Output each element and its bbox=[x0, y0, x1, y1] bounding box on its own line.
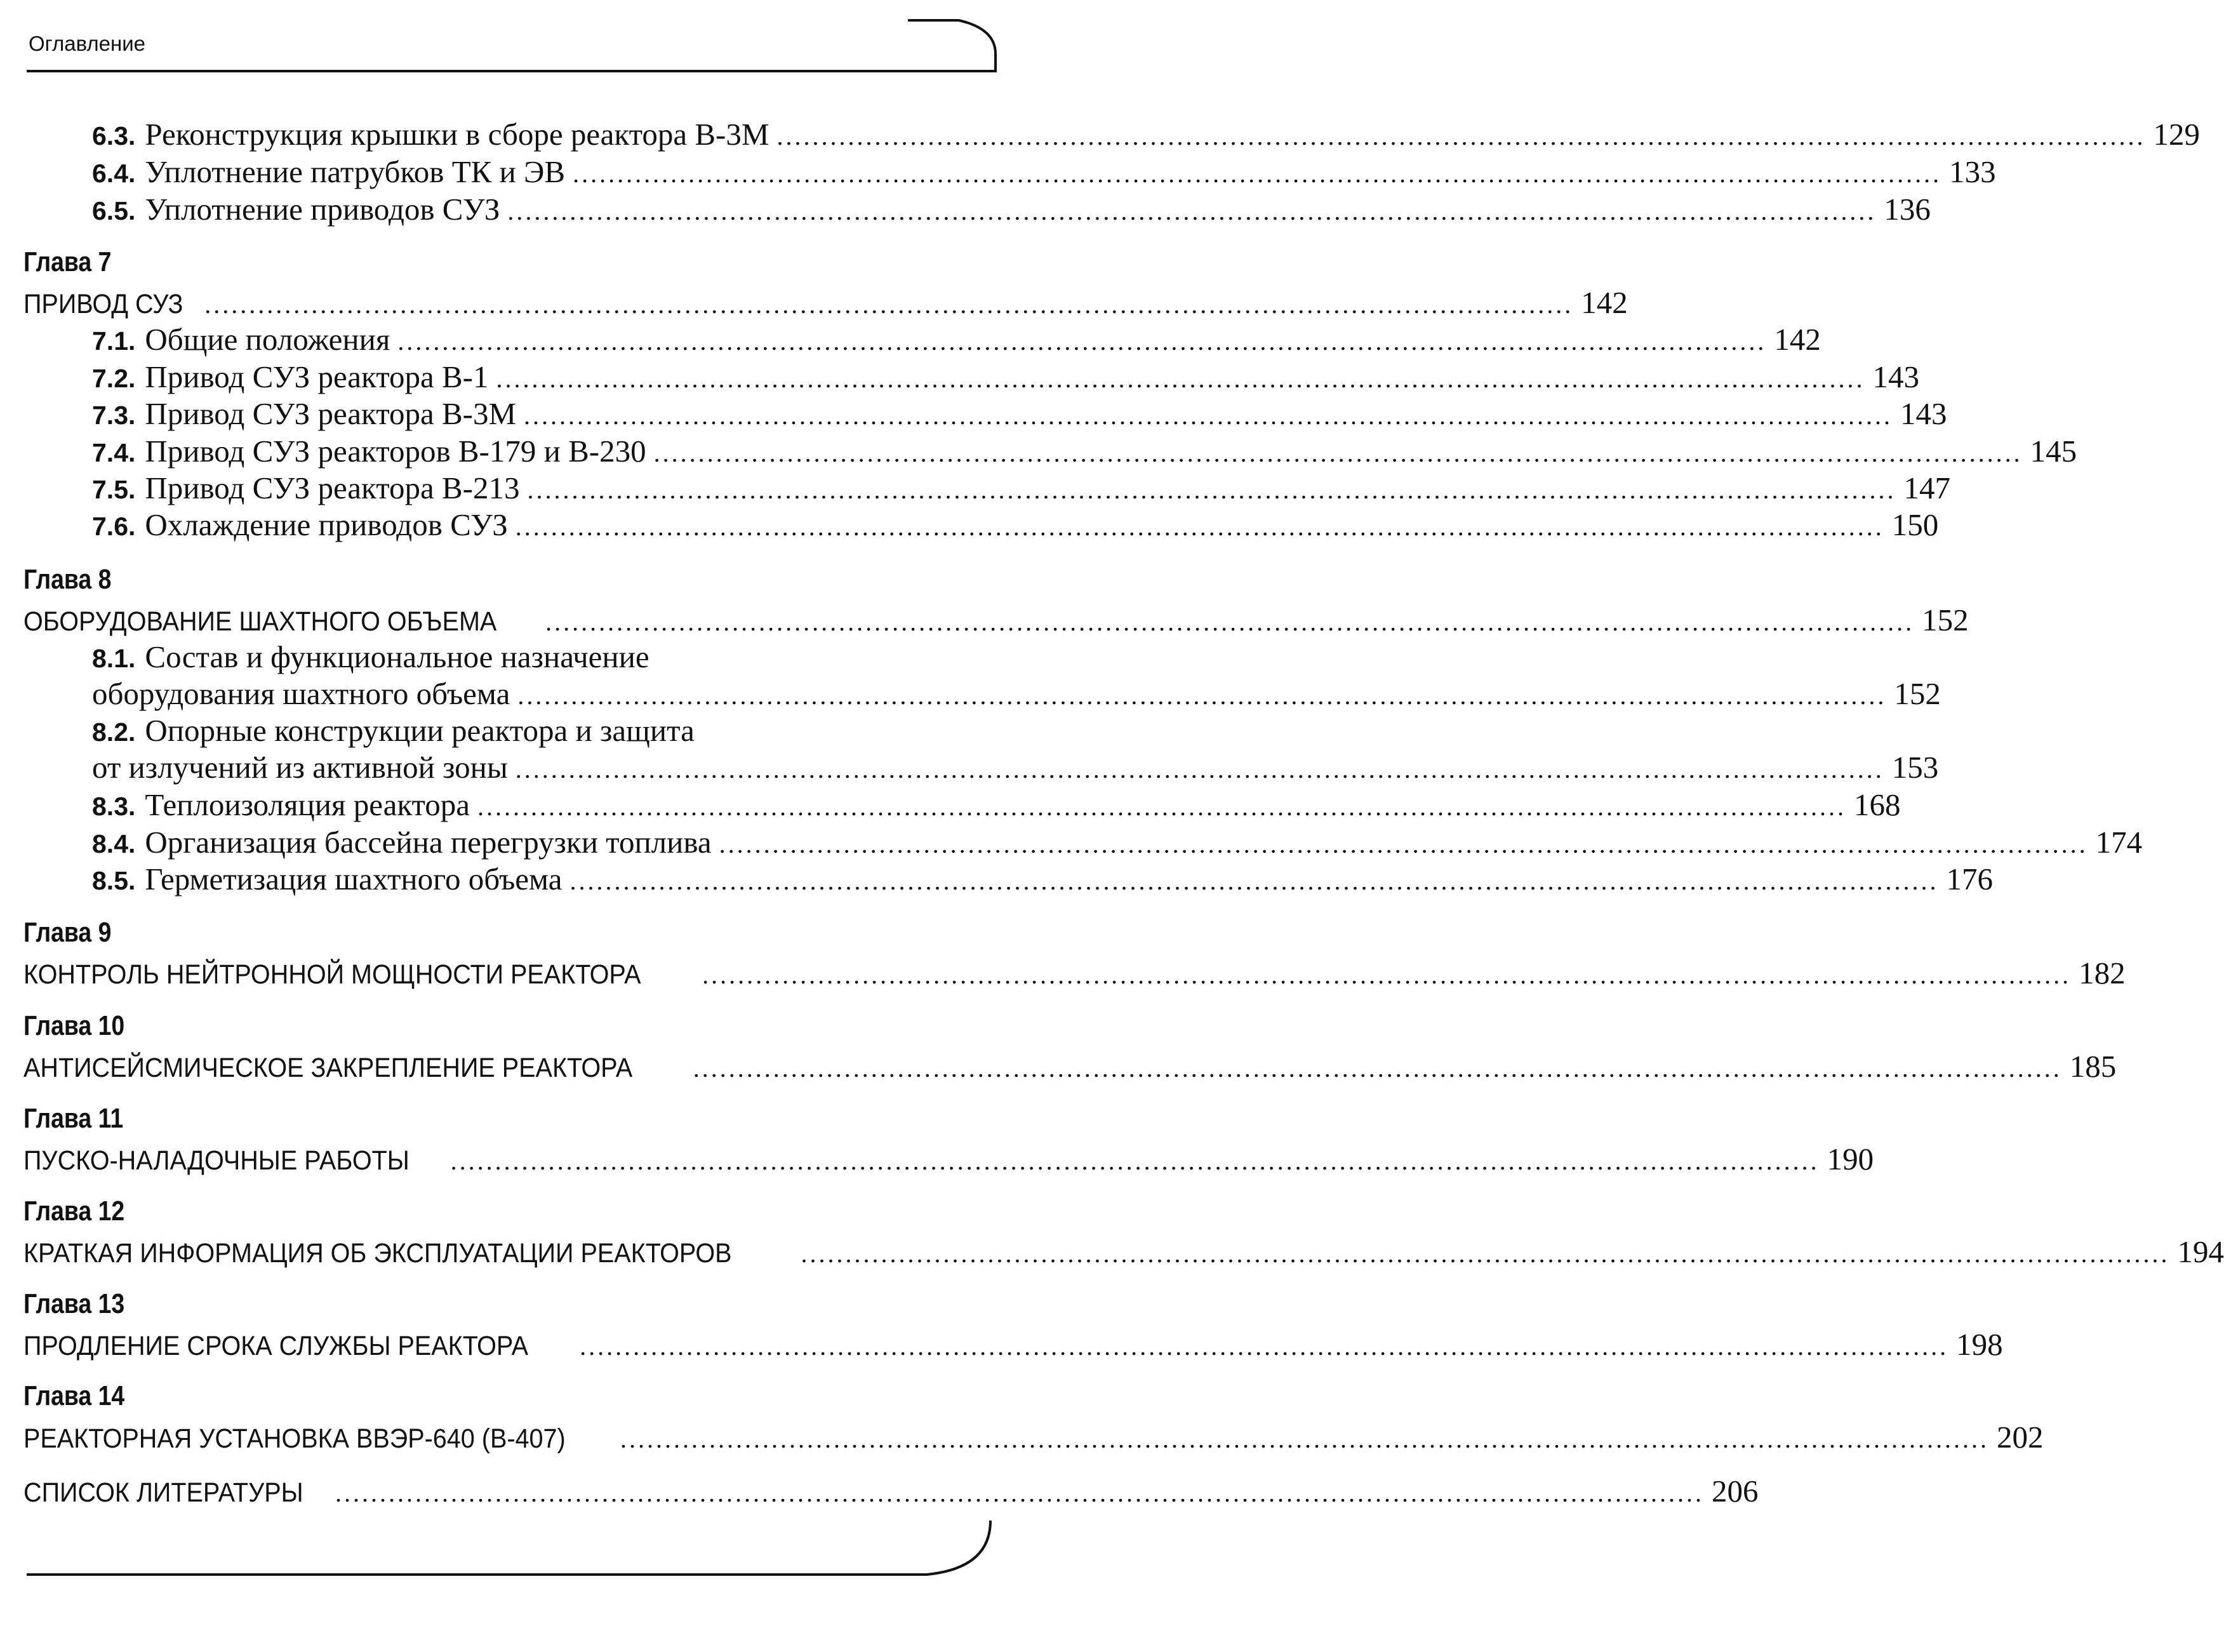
leader-dots: .......................................................................................................................................................... bbox=[620, 1425, 1989, 1453]
leader-dots: .......................................................................................................................................................... bbox=[515, 512, 1884, 541]
section-number: 7.4. bbox=[92, 438, 136, 467]
leader-dots: .......................................................................................................................................................... bbox=[573, 159, 1942, 188]
page-number: 153 bbox=[1891, 750, 1939, 785]
toc-entry[interactable] bbox=[92, 359, 1919, 397]
page-number: 145 bbox=[2030, 434, 2077, 469]
chapter-entry[interactable] bbox=[23, 1419, 2044, 1457]
section-number: 7.5. bbox=[92, 475, 136, 504]
page-number: 185 bbox=[2069, 1049, 2117, 1084]
section-number: 7.3. bbox=[92, 401, 136, 430]
section-title: Реконструкция крышки в сборе реактора В-3М bbox=[145, 117, 769, 152]
leader-dots: .......................................................................................................................................................... bbox=[693, 1054, 2062, 1082]
leader-dots: .......................................................................................................................................................... bbox=[580, 1332, 1949, 1361]
section-title: Привод СУЗ реактора В-213 bbox=[145, 470, 520, 505]
chapter-title: ПРОДЛЕНИЕ СРОКА СЛУЖБЫ РЕАКТОРА bbox=[23, 1331, 528, 1361]
page-number: 202 bbox=[1996, 1420, 2044, 1455]
chapter-title: КРАТКАЯ ИНФОРМАЦИЯ ОБ ЭКСПЛУАТАЦИИ РЕАКТОРОВ bbox=[23, 1238, 732, 1269]
section-number: 8.1. bbox=[92, 644, 136, 673]
leader-dots: .......................................................................................................................................................... bbox=[801, 1239, 2170, 1268]
chapter-label: Глава 9 bbox=[23, 917, 112, 948]
chapter-entry[interactable] bbox=[23, 1326, 2003, 1364]
chapter-entry[interactable] bbox=[23, 1048, 2117, 1086]
toc-entry[interactable] bbox=[92, 787, 1901, 825]
leader-dots: .......................................................................................................................................................... bbox=[204, 290, 1574, 319]
page-number: 143 bbox=[1872, 359, 1919, 394]
toc-entry[interactable] bbox=[92, 470, 1950, 508]
leader-dots: .......................................................................................................................................................... bbox=[507, 197, 1877, 225]
page-number: 190 bbox=[1827, 1142, 1874, 1176]
page-number: 168 bbox=[1854, 787, 1901, 822]
section-title: Герметизация шахтного объема bbox=[145, 862, 563, 896]
section-number: 7.6. bbox=[92, 512, 136, 541]
toc-entry-first-line[interactable] bbox=[92, 712, 990, 750]
section-title: Опорные конструкции реактора и защита bbox=[145, 713, 695, 748]
section-title: Охлаждение приводов СУЗ bbox=[145, 507, 508, 542]
section-title: Состав и функциональное назначение bbox=[145, 639, 649, 674]
chapter-title: РЕАКТОРНАЯ УСТАНОВКА ВВЭР-640 (В-407) bbox=[23, 1423, 566, 1454]
section-title: Теплоизоляция реактора bbox=[145, 787, 470, 822]
toc-entry[interactable] bbox=[92, 154, 1996, 192]
chapter-label: Глава 14 bbox=[23, 1380, 125, 1411]
page-number: 136 bbox=[1884, 192, 1931, 227]
leader-dots: .......................................................................................................................................................... bbox=[450, 1147, 1820, 1175]
page-number: 176 bbox=[1946, 862, 1993, 896]
section-title: Привод СУЗ реактора В-1 bbox=[145, 359, 489, 394]
toc-entry[interactable] bbox=[92, 676, 1941, 714]
section-title: Организация бассейна перегрузки топлива bbox=[145, 825, 712, 860]
leader-dots: .......................................................................................................................................................... bbox=[477, 792, 1847, 821]
chapter-label: Глава 12 bbox=[23, 1196, 125, 1227]
chapter-label: Глава 11 bbox=[23, 1103, 124, 1134]
chapter-entry[interactable] bbox=[23, 1141, 1874, 1179]
chapter-title: ОБОРУДОВАНИЕ ШАХТНОГО ОБЪЕМА bbox=[23, 606, 497, 637]
chapter-entry[interactable] bbox=[23, 1234, 2224, 1272]
running-header: Оглавление bbox=[29, 32, 145, 55]
chapter-title: КОНТРОЛЬ НЕЙТРОННОЙ МОЩНОСТИ РЕАКТОРА bbox=[23, 959, 641, 990]
leader-dots: .......................................................................................................................................................... bbox=[776, 122, 2146, 150]
leader-dots: .......................................................................................................................................................... bbox=[653, 439, 2023, 467]
leader-dots: .......................................................................................................................................................... bbox=[702, 961, 2072, 989]
chapter-title: ПУСКО-НАЛАДОЧНЫЕ РАБОТЫ bbox=[23, 1145, 410, 1176]
section-number: 7.1. bbox=[92, 326, 136, 356]
page-number: 174 bbox=[2095, 825, 2143, 860]
section-title: Общие положения bbox=[145, 322, 390, 357]
section-title: Привод СУЗ реакторов В-179 и В-230 bbox=[145, 434, 646, 469]
section-title-continuation: оборудования шахтного объема bbox=[92, 676, 510, 711]
page-number: 142 bbox=[1774, 322, 1821, 357]
toc-entry[interactable] bbox=[92, 861, 1993, 899]
leader-dots: .......................................................................................................................................................... bbox=[496, 364, 1865, 393]
section-number: 7.2. bbox=[92, 364, 136, 393]
toc-entry[interactable] bbox=[92, 116, 2200, 154]
page-number: 143 bbox=[1900, 396, 1947, 431]
page-number: 129 bbox=[2153, 117, 2200, 152]
section-title: Привод СУЗ реактора В-3М bbox=[145, 396, 517, 431]
page-number: 152 bbox=[1894, 676, 1941, 711]
section-number: 8.4. bbox=[92, 829, 136, 858]
header-rule bbox=[27, 20, 995, 71]
leader-dots: .......................................................................................................................................................... bbox=[719, 830, 2088, 858]
section-number: 8.5. bbox=[92, 866, 136, 895]
chapter-title: АНТИСЕЙСМИЧЕСКОЕ ЗАКРЕПЛЕНИЕ РЕАКТОРА bbox=[23, 1053, 633, 1083]
chapter-label: Глава 8 bbox=[23, 564, 112, 595]
toc-entry[interactable] bbox=[92, 824, 2143, 862]
section-number: 8.2. bbox=[92, 717, 136, 747]
chapter-label: Глава 7 bbox=[23, 246, 112, 277]
chapter-label: Глава 13 bbox=[23, 1288, 125, 1319]
leader-dots: .......................................................................................................................................................... bbox=[527, 476, 1896, 504]
toc-entry[interactable] bbox=[92, 507, 1939, 545]
leader-dots: .......................................................................................................................................................... bbox=[517, 681, 1887, 710]
section-number: 8.3. bbox=[92, 792, 136, 821]
chapter-entry[interactable] bbox=[23, 284, 1628, 323]
leader-dots: .......................................................................................................................................................... bbox=[545, 608, 1915, 636]
page-number: 142 bbox=[1581, 285, 1628, 320]
page-number: 133 bbox=[1949, 154, 1996, 189]
toc-entry[interactable] bbox=[92, 321, 1821, 359]
leader-dots: .......................................................................................................................................................... bbox=[397, 327, 1767, 356]
toc-entry[interactable] bbox=[92, 749, 1939, 787]
toc-entry[interactable] bbox=[92, 433, 2077, 471]
section-title: Уплотнение приводов СУЗ bbox=[145, 192, 500, 227]
toc-entry[interactable] bbox=[92, 396, 1947, 434]
toc-entry[interactable] bbox=[92, 191, 1931, 229]
page-number: 182 bbox=[2079, 956, 2126, 990]
leader-dots: .......................................................................................................................................................... bbox=[524, 401, 1893, 430]
page-number: 147 bbox=[1903, 470, 1950, 505]
page-number: 206 bbox=[1711, 1474, 1759, 1509]
footer-rule bbox=[27, 1521, 990, 1575]
page-number: 152 bbox=[1922, 603, 1969, 637]
section-number: 6.5. bbox=[92, 196, 136, 225]
section-title: Уплотнение патрубков ТК и ЭВ bbox=[145, 154, 566, 189]
leader-dots: .......................................................................................................................................................... bbox=[569, 867, 1939, 895]
page-number: 194 bbox=[2177, 1234, 2224, 1269]
chapter-entry[interactable] bbox=[23, 955, 2126, 993]
chapter-title: ПРИВОД СУЗ bbox=[23, 289, 183, 319]
references-entry[interactable] bbox=[23, 1473, 1759, 1511]
leader-dots: .......................................................................................................................................................... bbox=[335, 1479, 1704, 1507]
section-number: 6.4. bbox=[92, 159, 136, 188]
section-number: 6.3. bbox=[92, 121, 136, 150]
page-number: 150 bbox=[1891, 507, 1939, 542]
references-title: СПИСОК ЛИТЕРАТУРЫ bbox=[23, 1477, 303, 1508]
leader-dots: .......................................................................................................................................................... bbox=[515, 755, 1884, 783]
chapter-label: Глава 10 bbox=[23, 1010, 125, 1041]
page-number: 198 bbox=[1956, 1327, 2003, 1362]
section-title-continuation: от излучений из активной зоны bbox=[92, 750, 508, 785]
chapter-entry[interactable] bbox=[23, 602, 1969, 640]
toc-entry-first-line[interactable] bbox=[92, 639, 990, 677]
